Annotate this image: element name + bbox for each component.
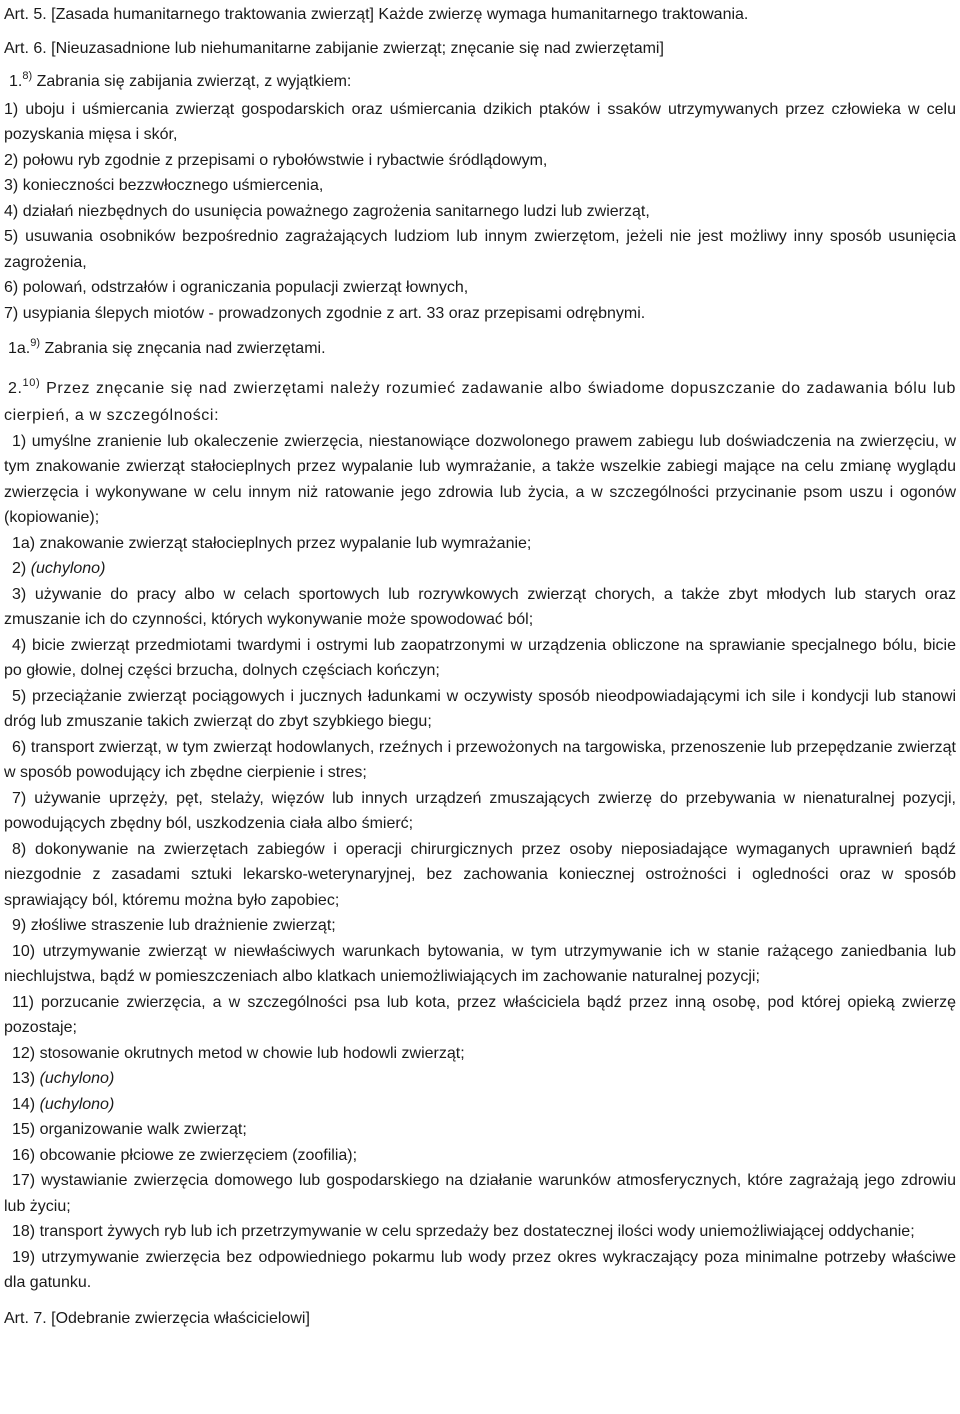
art5-heading: Art. 5. [Zasada humanitarnego traktowania zwierząt] Każde zwierzę wymaga humanitarnego traktowania. xyxy=(4,6,749,23)
paragraph-text: Zabrania się znęcania nad zwierzętami. xyxy=(44,340,326,357)
paragraph-text: Zabrania się zabijania zwierząt, z wyjątkiem: xyxy=(36,73,352,90)
list-item-number: 9) xyxy=(12,917,27,934)
document-page xyxy=(0,2,960,1331)
list-item xyxy=(4,735,956,786)
list-item-number: 19) xyxy=(12,1248,36,1266)
list-item-text: utrzymywanie zwierząt w niewłaściwych warunkach bytowania, w tym utrzymywanie ich w stanie rażącego zaniedbania lub niechlujstwa, bądź w pomieszczeniach albo klatkach uniemożliwiających im zachowanie naturalnej pozycji; xyxy=(4,942,956,985)
list-item-text: (uchylono) xyxy=(39,1070,115,1087)
list-item: 5) usuwania osobników bezpośrednio zagrażających ludziom lub innym zwierzętom, jeżeli nie jest możliwy inny sposób usunięcia zagrożenia, xyxy=(4,228,956,271)
paragraph-1-intro xyxy=(4,69,956,97)
footnote-ref: 10) xyxy=(22,376,41,389)
list-item xyxy=(4,1066,956,1092)
list-item-text: umyślne zranienie lub okaleczenie zwierzęcia, niestanowiące dozwolonego prawem zabiegu lub doświadczenia na zwierzęciu, w tym znakowanie zwierząt stałocieplnych przez wypalanie lub wymrażanie, a także wszelkie zabiegi mające na celu zmianę wyglądu zwierzęcia i wykonywane w celu innym niż ratowanie jego zdrowia lub życia, a w szczególności przycinanie psom uszu i ogonów (kopiowanie); xyxy=(4,432,957,526)
list-item-text: złośliwe straszenie lub drażnienie zwierząt; xyxy=(30,917,336,934)
list-item xyxy=(4,531,956,557)
list-item xyxy=(4,684,956,735)
list-item-text: utrzymywanie zwierzęcia bez odpowiedniego pokarmu lub wody przez okres wykraczający poza minimalne potrzeby właściwe dla gatunku. xyxy=(4,1248,956,1291)
list-item xyxy=(4,939,956,990)
list-item-number: 8) xyxy=(12,840,27,858)
list-item: 4) działań niezbędnych do usunięcia poważnego zagrożenia sanitarnego ludzi lub zwierząt, xyxy=(4,202,650,220)
list-item-number: 11) xyxy=(12,993,34,1011)
list-item-number: 6) xyxy=(12,738,27,756)
list-item-text: używanie uprzęży, pęt, stelaży, więzów lub innych urządzeń zmuszających zwierzę do przebywania w nienaturalnej pozycji, powodujących zbędny ból, uszkodzenia ciała albo śmierć; xyxy=(4,789,956,832)
footnote-ref: 9) xyxy=(30,337,41,349)
list-item-number: 4) xyxy=(12,636,27,654)
list-item-number: 10) xyxy=(12,942,36,960)
list-item xyxy=(4,1168,956,1219)
list-item-text: znakowanie zwierząt stałocieplnych przez wypalanie lub wymrażanie; xyxy=(39,534,532,552)
list-item-text: obcowanie płciowe ze zwierzęciem (zoofilia); xyxy=(39,1146,358,1164)
list-item: 2) połowu ryb zgodnie z przepisami o rybołówstwie i rybactwie śródlądowym, xyxy=(4,151,548,169)
list-item-number: 16) xyxy=(12,1146,36,1164)
list-item-text: porzucanie zwierzęcia, a w szczególności psa lub kota, przez właściciela bądź przez inną osobę, pod której opieką zwierzę pozostaje; xyxy=(4,993,956,1036)
list-item-number: 12) xyxy=(12,1044,36,1062)
list-item-text: dokonywanie na zwierzętach zabiegów i operacji chirurgicznych przez osoby nieposiadające wymaganych uprawnień bądź niezgodnie z zasadami sztuki lekarsko-weterynaryjnej, bez zachowania koniecznej ostrożności i ogledności oraz w sposób sprawiający ból, któremu można było zapobiec; xyxy=(4,840,956,909)
footnote-ref: 8) xyxy=(22,70,33,82)
list-item-text: organizowanie walk zwierząt; xyxy=(39,1121,247,1138)
list-item-text: (uchylono) xyxy=(30,560,106,577)
list-item-text: transport zwierząt, w tym zwierząt hodowlanych, rzeźnych i przewożonych na targowiska, przenoszenie lub przepędzanie zwierząt w sposób powodujący ich zbędne cierpienie i stres; xyxy=(4,738,956,781)
list-item xyxy=(4,1245,956,1296)
list-item-number: 1) xyxy=(12,432,27,450)
list-item-number: 13) xyxy=(12,1070,36,1087)
list-item xyxy=(4,556,956,582)
art6-heading: Art. 6. [Nieuzasadnione lub niehumanitarne zabijanie zwierząt; znęcanie się nad zwierzętami] xyxy=(4,39,664,57)
list-item xyxy=(4,1143,956,1169)
list-item: 1) uboju i uśmiercania zwierząt gospodarskich oraz uśmiercania dzikich ptaków i ssaków utrzymywanych przez człowieka w celu pozyskania mięsa i skór, xyxy=(4,100,956,143)
paragraph-text: Przez znęcanie się nad zwierzętami należy rozumieć zadawanie albo świadome dopuszczanie do zadawania bólu lub cierpień, a w szczególności: xyxy=(4,379,956,424)
list-item: 3) konieczności bezzwłocznego uśmiercenia, xyxy=(4,177,324,194)
list-item xyxy=(4,1117,956,1143)
list-item-number: 17) xyxy=(12,1172,36,1189)
list-item-text: transport żywych ryb lub ich przetrzymywanie w celu sprzedaży bez dostatecznej ilości wody uniemożliwiającej oddychanie; xyxy=(39,1223,915,1240)
list-item-number: 5) xyxy=(12,687,27,705)
paragraph-1a xyxy=(4,336,956,364)
list-item xyxy=(4,633,956,684)
list-item-number: 1a) xyxy=(12,534,36,552)
list-item-text: stosowanie okrutnych metod w chowie lub hodowli zwierząt; xyxy=(39,1044,465,1062)
list-item xyxy=(4,582,956,633)
list-item-number: 14) xyxy=(12,1095,36,1113)
list-item: 6) polowań, odstrzałów i ograniczania populacji zwierząt łownych, xyxy=(4,279,469,296)
list-item-text: (uchylono) xyxy=(39,1095,115,1113)
list-item xyxy=(4,1219,956,1245)
list-item-number: 18) xyxy=(12,1223,36,1240)
list-item xyxy=(4,913,956,939)
paragraph-number: 1a. xyxy=(8,340,31,357)
paragraph-2-intro xyxy=(4,376,956,429)
list-item xyxy=(4,786,956,837)
list-item-number: 7) xyxy=(12,789,27,807)
paragraph-2-list xyxy=(4,429,956,1296)
list-item xyxy=(4,837,956,914)
list-item-number: 15) xyxy=(12,1121,36,1138)
list-item-text: używanie do pracy albo w celach sportowych lub rozrywkowych zwierząt chorych, a także zbyt młodych lub starych oraz zmuszanie ich do czynności, których wykonywanie może spowodować ból; xyxy=(4,585,956,628)
paragraph-number: 2. xyxy=(8,379,23,397)
list-item-number: 3) xyxy=(12,585,27,603)
paragraph-number: 1. xyxy=(9,73,23,90)
list-item-text: przeciążanie zwierząt pociągowych i jucznych ładunkami w oczywisty sposób nieodpowiadającymi ich sile i kondycji lub stanowi dróg lub zmuszanie takich zwierząt do zbyt szybkiego biegu; xyxy=(4,687,956,730)
list-item xyxy=(4,1092,956,1118)
list-item-number: 2) xyxy=(12,560,27,577)
list-item-text: wystawianie zwierzęcia domowego lub gospodarskiego na działanie warunków atmosferycznych, które zagrażają jego zdrowiu lub życiu; xyxy=(4,1172,956,1215)
list-item xyxy=(4,429,956,531)
list-item-text: bicie zwierząt przedmiotami twardymi i ostrymi lub zaopatrzonymi w urządzenia obliczone na sprawianie specjalnego bólu, bicie po głowie, dolnej części brzucha, dolnych częściach kończyn; xyxy=(4,636,956,679)
list-item xyxy=(4,1041,956,1067)
list-item: 7) usypiania ślepych miotów - prowadzonych zgodnie z art. 33 oraz przepisami odrębnymi. xyxy=(4,304,646,322)
list-item xyxy=(4,990,956,1041)
art7-heading: Art. 7. [Odebranie zwierzęcia właścicielowi] xyxy=(4,1309,310,1327)
